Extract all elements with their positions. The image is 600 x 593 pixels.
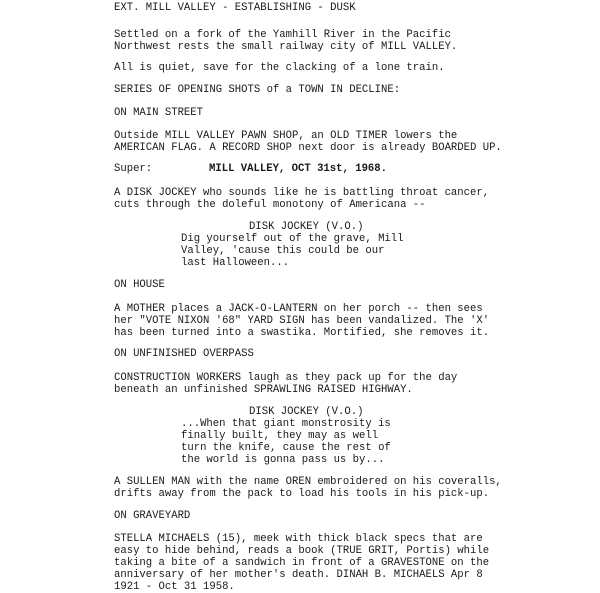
action-line: All is quiet, save for the clacking of a lone train.: [114, 62, 445, 74]
scene-heading: EXT. MILL VALLEY - ESTABLISHING - DUSK: [114, 2, 356, 14]
series-heading: SERIES OF OPENING SHOTS of a TOWN IN DECLINE:: [114, 84, 401, 96]
action-line: easy to hide behind, reads a book (TRUE GRIT, Portis) while: [114, 545, 490, 557]
action-line: Outside MILL VALLEY PAWN SHOP, an OLD TIMER lowers the: [114, 130, 458, 142]
action-line: taking a bite of a sandwich in front of a GRAVESTONE on the: [114, 557, 490, 569]
screenplay-page: [114, 0, 594, 593]
action-line: beneath an unfinished SPRAWLING RAISED HIGHWAY.: [114, 384, 413, 396]
action-line: CONSTRUCTION WORKERS laugh as they pack up for the day: [114, 372, 458, 384]
super-text: MILL VALLEY, OCT 31st, 1968.: [209, 163, 388, 175]
action-line: drifts away from the pack to load his tools in his pick-up.: [114, 488, 490, 500]
dialogue-line: ...When that giant monstrosity is: [181, 418, 391, 430]
action-line: A MOTHER places a JACK-O-LANTERN on her porch -- then sees: [114, 303, 483, 315]
dialogue-line: the world is gonna pass us by...: [181, 454, 385, 466]
character-cue: DISK JOCKEY (V.O.): [249, 406, 364, 418]
action-line: A SULLEN MAN with the name OREN embroidered on his coveralls,: [114, 476, 502, 488]
action-line: has been turned into a swastika. Mortified, she removes it.: [114, 327, 490, 339]
action-line: anniversary of her mother's death. DINAH B. MICHAELS Apr 8: [114, 569, 483, 581]
character-cue: DISK JOCKEY (V.O.): [249, 221, 364, 233]
sub-heading-main-street: ON MAIN STREET: [114, 107, 204, 119]
sub-heading-graveyard: ON GRAVEYARD: [114, 510, 191, 522]
action-line: her "VOTE NIXON '68" YARD SIGN has been vandalized. The 'X': [114, 315, 490, 327]
dialogue-line: Dig yourself out of the grave, Mill: [181, 233, 404, 245]
action-line: STELLA MICHAELS (15), meek with thick black specs that are: [114, 533, 483, 545]
super-label: Super:: [114, 163, 153, 175]
dialogue-line: finally built, they may as well: [181, 430, 379, 442]
dialogue-line: turn the knife, cause the rest of: [181, 442, 391, 454]
action-line: AMERICAN FLAG. A RECORD SHOP next door is already BOARDED UP.: [114, 142, 502, 154]
dialogue-line: Valley, 'cause this could be our: [181, 245, 385, 257]
action-line: A DISK JOCKEY who sounds like he is battling throat cancer,: [114, 187, 490, 199]
sub-heading-overpass: ON UNFINISHED OVERPASS: [114, 348, 254, 360]
dialogue-line: last Halloween...: [181, 257, 290, 269]
action-line: Settled on a fork of the Yamhill River in the Pacific: [114, 29, 451, 41]
sub-heading-house: ON HOUSE: [114, 279, 165, 291]
action-line: cuts through the doleful monotony of Americana --: [114, 199, 426, 211]
action-line: Northwest rests the small railway city of MILL VALLEY.: [114, 41, 458, 53]
action-line: 1921 - Oct 31 1958.: [114, 581, 235, 593]
